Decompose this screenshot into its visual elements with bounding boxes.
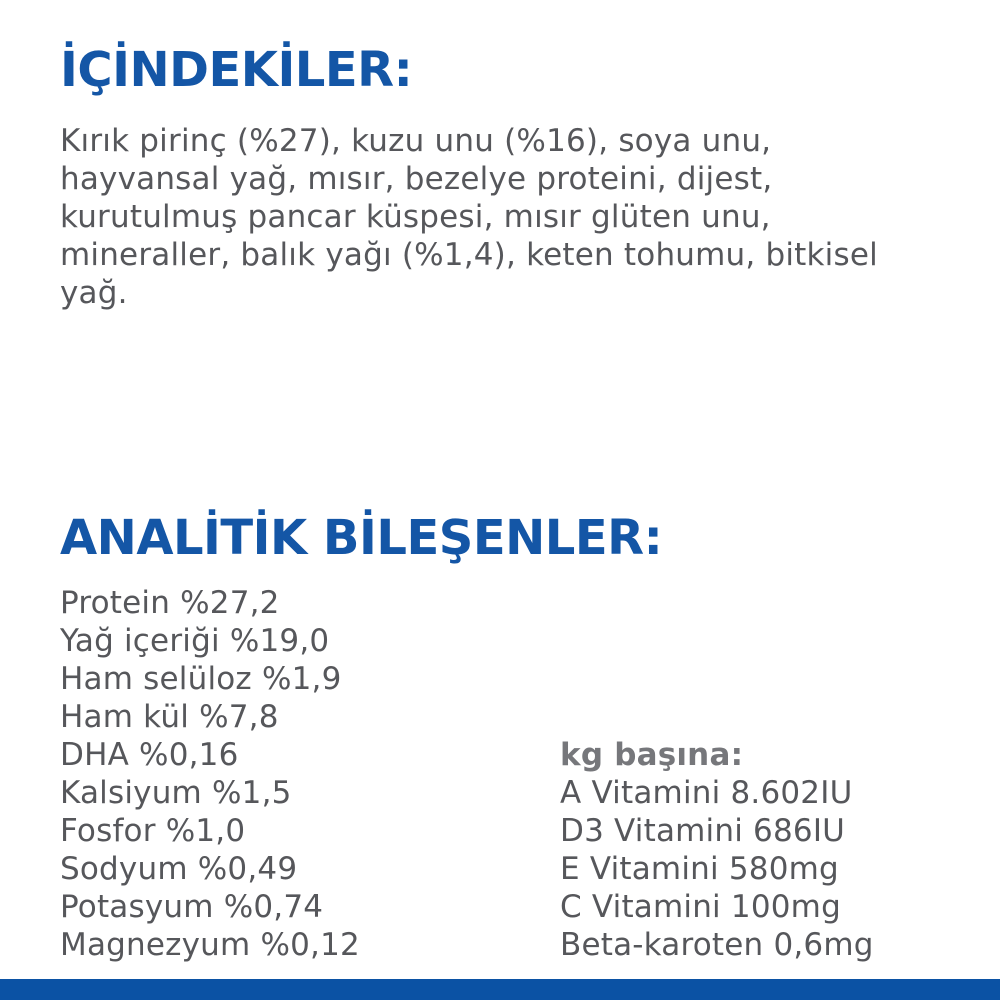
per-kg-item: Beta-karoten 0,6mg xyxy=(560,927,874,963)
ingredients-heading: İÇİNDEKİLER: xyxy=(60,42,413,98)
bottom-blue-bar xyxy=(0,979,1000,1000)
ingredients-text-line: mineraller, balık yağı (%1,4), keten tohumu, bitkisel xyxy=(60,237,878,273)
analytical-component-item: Yağ içeriği %19,0 xyxy=(60,623,330,659)
analytical-heading: ANALİTİK BİLEŞENLER: xyxy=(60,510,663,566)
analytical-component-item: Sodyum %0,49 xyxy=(60,851,298,887)
per-kg-label: kg başına: xyxy=(560,737,744,773)
analytical-component-item: Magnezyum %0,12 xyxy=(60,927,360,963)
analytical-component-item: Protein %27,2 xyxy=(60,585,280,621)
ingredients-text-line: kurutulmuş pancar küspesi, mısır glüten unu, xyxy=(60,199,771,235)
analytical-component-item: Ham selüloz %1,9 xyxy=(60,661,342,697)
per-kg-block xyxy=(560,736,874,964)
per-kg-list xyxy=(560,774,874,964)
analytical-components-list xyxy=(60,584,360,964)
analytical-component-item: Kalsiyum %1,5 xyxy=(60,775,292,811)
per-kg-item: E Vitamini 580mg xyxy=(560,851,839,887)
analytical-component-item: Ham kül %7,8 xyxy=(60,699,279,735)
ingredients-text xyxy=(60,122,970,312)
per-kg-item: A Vitamini 8.602IU xyxy=(560,775,853,811)
analytical-component-item: DHA %0,16 xyxy=(60,737,239,773)
ingredients-text-line: hayvansal yağ, mısır, bezelye proteini, dijest, xyxy=(60,161,773,197)
analytical-component-item: Potasyum %0,74 xyxy=(60,889,324,925)
per-kg-item: D3 Vitamini 686IU xyxy=(560,813,846,849)
per-kg-item: C Vitamini 100mg xyxy=(560,889,841,925)
analytical-component-item: Fosfor %1,0 xyxy=(60,813,246,849)
ingredients-text-line: yağ. xyxy=(60,275,128,311)
ingredients-text-line: Kırık pirinç (%27), kuzu unu (%16), soya unu, xyxy=(60,123,772,159)
